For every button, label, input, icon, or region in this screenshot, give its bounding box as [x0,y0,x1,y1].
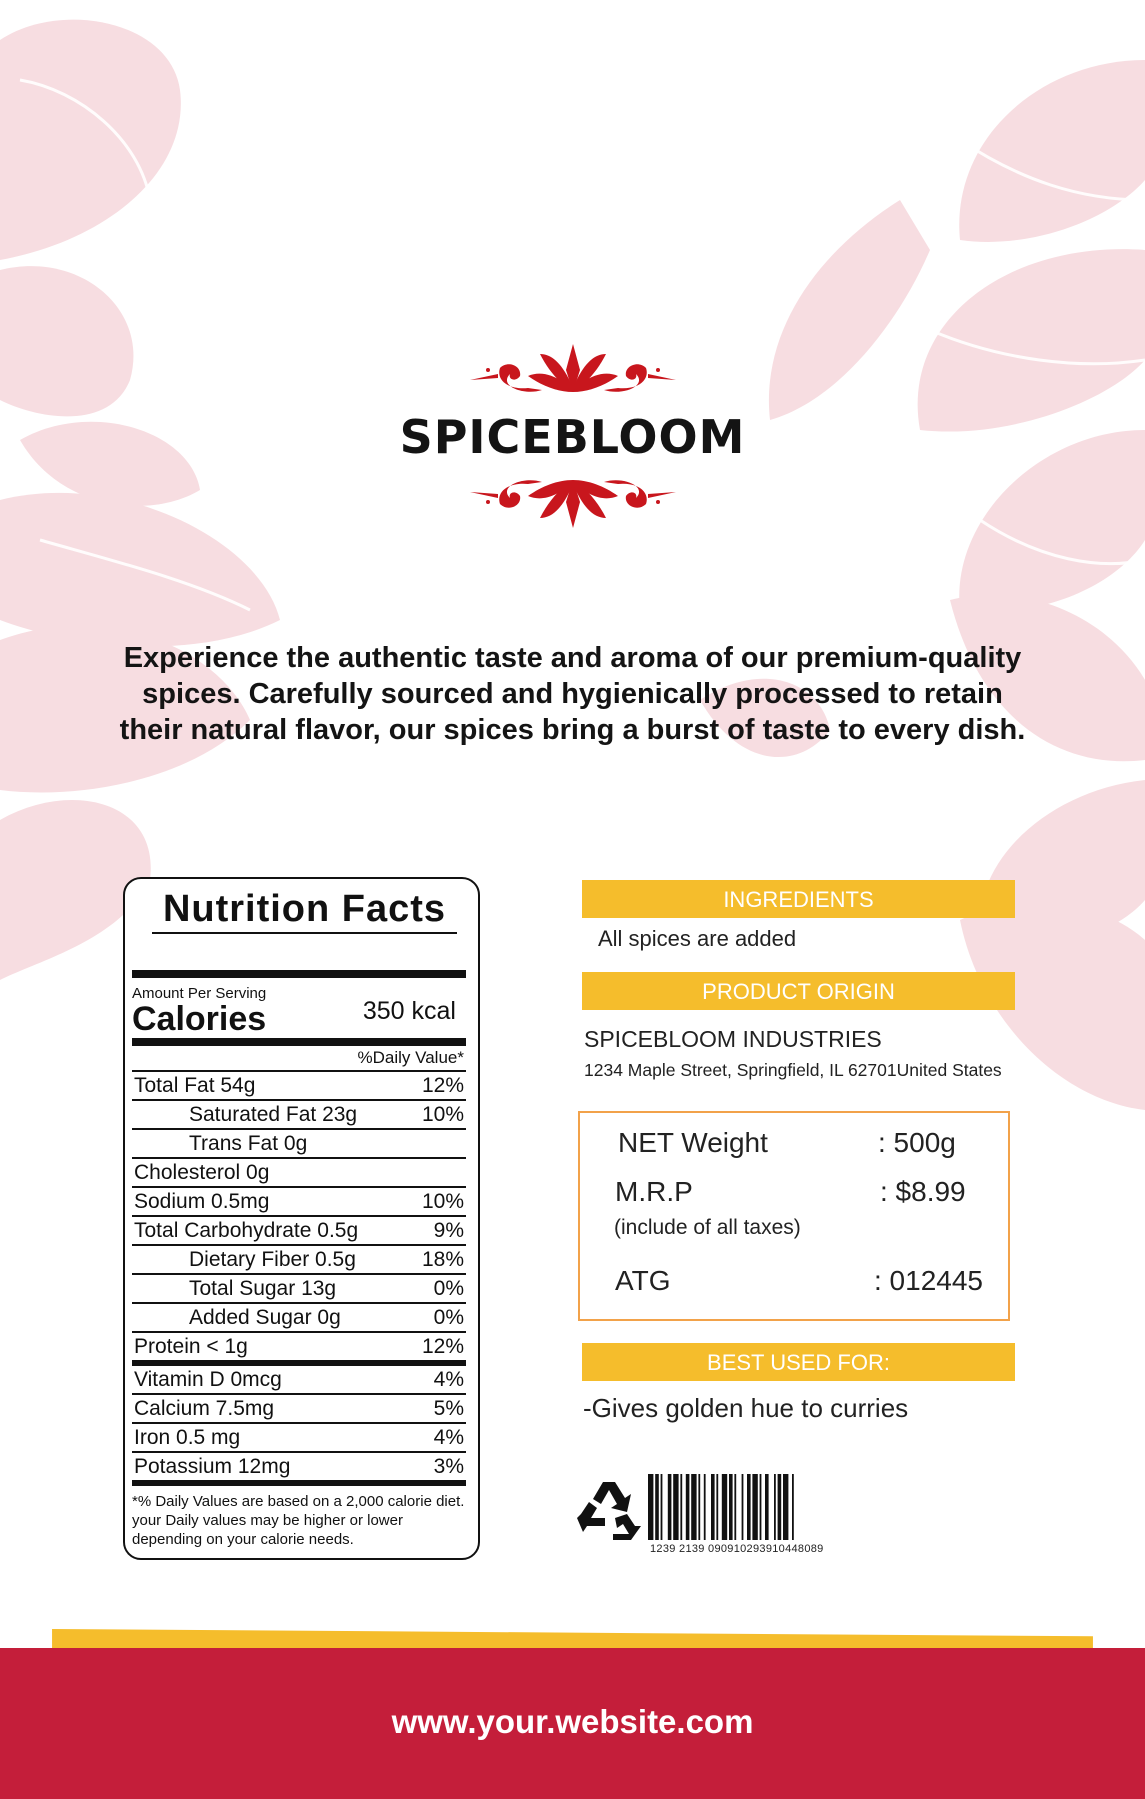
brand-block [0,340,1145,532]
vitamin-row [132,1453,466,1480]
vitamin-label: Calcium 7.5mg [134,1397,275,1420]
website-link[interactable]: www.your.website.com [391,1703,754,1740]
calories-label: Calories [132,1000,267,1038]
company-address: 1234 Maple Street, Springfield, IL 62701United States [584,1060,1002,1080]
nutrient-row [132,1246,466,1275]
vitamin-label: Vitamin D 0mcg [134,1368,282,1391]
ingredients-header: INGREDIENTS [582,880,1015,918]
calories-value: 350 kcal [362,997,456,1025]
nutrient-label: Total Carbohydrate 0.5g [134,1219,359,1242]
tagline: Experience the authentic taste and aroma of our premium-quality spices. Carefully sourced and hygienically processed to retain their natural flavor, our spices bring a burst of taste to every dish. [119,642,1026,746]
serving-block [132,978,466,1036]
nutrient-label: Dietary Fiber 0.5g [189,1248,356,1271]
vitamin-dv: 4% [433,1426,464,1449]
vitamin-row [132,1424,466,1453]
nutrient-row [132,1159,466,1188]
nutrient-label: Saturated Fat 23g [189,1103,358,1126]
vitamin-label: Iron 0.5 mg [134,1426,241,1449]
atg-value: : 012445 [874,1265,983,1296]
nutrient-dv: 12% [421,1074,464,1097]
nutrient-label: Added Sugar 0g [189,1306,341,1329]
nutrient-label: Protein < 1g [134,1335,248,1358]
vitamin-row [132,1366,466,1395]
best-used-text: -Gives golden hue to curries [583,1393,909,1423]
nutrient-row [132,1101,466,1130]
daily-value-header: %Daily Value* [132,1046,466,1072]
nutrient-row [132,1188,466,1217]
recycle-icon [575,1478,643,1546]
nutrient-label: Total Fat 54g [134,1074,256,1097]
company-name: SPICEBLOOM INDUSTRIES [584,1026,882,1052]
mrp-label: M.R.P [615,1176,693,1207]
nutrition-footnote: *% Daily Values are based on a 2,000 calorie diet. your Daily values may be higher or lower depending on your calorie needs. [132,1493,465,1548]
barcode-number: 1239 2139 090910293910448089 [650,1543,824,1555]
mrp-value: : $8.99 [880,1176,966,1207]
nutrient-dv: 10% [421,1190,464,1213]
product-origin-header: PRODUCT ORIGIN [582,972,1015,1010]
nutrition-title: Nutrition Facts [152,888,457,934]
mrp-note: (include of all taxes) [614,1216,801,1239]
nutrient-label: Sodium 0.5mg [134,1190,270,1213]
nutrient-dv: 0% [433,1277,464,1300]
vitamin-dv: 5% [433,1397,464,1420]
nutrient-row [132,1217,466,1246]
brand-name: SPICEBLOOM [399,410,746,464]
nutrient-label: Cholesterol 0g [134,1161,270,1184]
nutrient-label: Total Sugar 13g [189,1277,337,1300]
nutrient-dv: 9% [433,1219,464,1242]
nutrient-row [132,1333,466,1360]
atg-label: ATG [615,1265,671,1296]
nutrient-dv: 0% [433,1306,464,1329]
vitamin-dv: 3% [433,1455,464,1478]
divider [132,970,466,978]
footer-stripe [0,1629,1145,1649]
nutrient-dv: 12% [421,1335,464,1358]
best-used-header: BEST USED FOR: [582,1343,1015,1381]
nutrient-row [132,1130,466,1159]
vitamin-dv: 4% [433,1368,464,1391]
amount-per-serving: Amount Per Serving [132,985,267,1002]
nutrient-row [132,1072,466,1101]
nutrient-dv: 18% [421,1248,464,1271]
ornament-bottom-icon [468,476,678,532]
divider [132,1038,466,1046]
barcode-icon [648,1474,840,1542]
ingredients-text: All spices are added [598,926,797,951]
vitamin-label: Potassium 12mg [134,1455,291,1478]
nutrient-dv: 10% [421,1103,464,1126]
price-box [578,1111,1010,1321]
net-weight-label: NET Weight [618,1127,768,1158]
nutrition-facts-panel [123,877,480,1560]
ornament-top-icon [468,340,678,396]
nutrient-row [132,1304,466,1333]
vitamin-row [132,1395,466,1424]
net-weight-value: : 500g [878,1127,956,1158]
nutrient-row [132,1275,466,1304]
nutrient-label: Trans Fat 0g [189,1132,308,1155]
